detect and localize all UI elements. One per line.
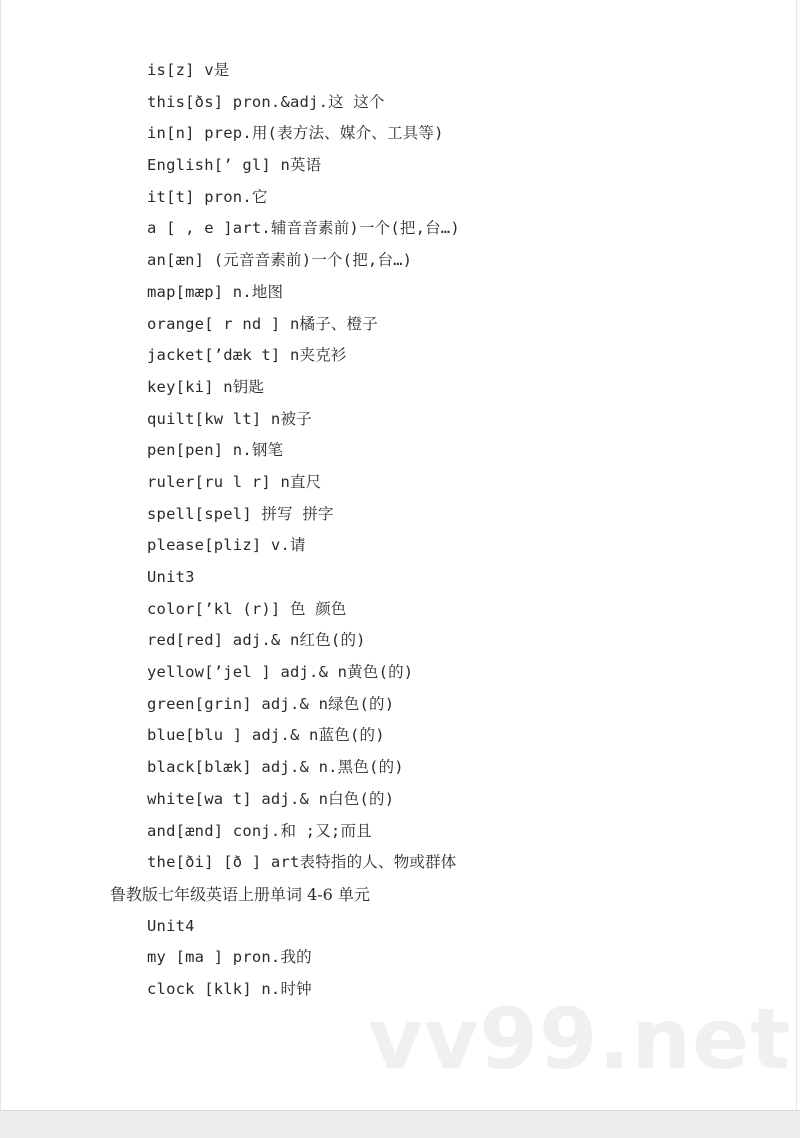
vocab-line: in[n] prep.用(表方法、媒介、工具等) (147, 124, 444, 143)
vocab-line: black[blæk] adj.& n.黑色(的) (147, 758, 404, 777)
vocab-line: an[æn] (元音音素前)一个(把,台…) (147, 251, 413, 270)
vocab-line: is[z] v是 (147, 61, 230, 79)
vocab-line: quilt[kw lt] n被子 (147, 409, 312, 428)
unit-label: Unit3 (147, 568, 195, 586)
vocab-line: pen[pen] n.钢笔 (147, 441, 284, 460)
vocab-line: map[mæp] n.地图 (147, 282, 284, 301)
vocab-line: my [ma ] pron.我的 (147, 948, 312, 967)
vocab-line: this[ðs] pron.&adj.这 这个 (147, 92, 385, 111)
vocab-line: green[grin] adj.& n绿色(的) (147, 694, 395, 713)
vocab-line: jacket[’dæk t] n夹克衫 (147, 346, 347, 365)
vocab-line: color[’kl (r)] 色 颜色 (147, 599, 347, 618)
unit-label: Unit4 (147, 916, 195, 935)
vocab-line: please[pliz] v.请 (147, 536, 306, 555)
vocab-line: orange[ r nd ] n橘子、橙子 (147, 314, 379, 333)
vocab-line: yellow[’jel ] adj.& n黄色(的) (147, 663, 414, 682)
vocab-line: the[ði] [ð ] art表特指的人、物或群体 (147, 853, 457, 872)
vocab-line: blue[blu ] adj.& n蓝色(的) (147, 726, 385, 745)
vocab-line: key[ki] n钥匙 (147, 377, 265, 396)
viewer-bottom-bar (0, 1110, 800, 1138)
vocab-line: clock [klk] n.时钟 (147, 979, 312, 998)
vocab-line: ruler[ru l r] n直尺 (147, 472, 322, 491)
vocab-line: red[red] adj.& n红色(的) (147, 631, 366, 650)
document-body (0, 55, 800, 1006)
vocab-line: it[t] pron.它 (147, 187, 268, 206)
vocab-line: and[ænd] conj.和 ;又;而且 (147, 821, 372, 840)
vocab-line: white[wa t] adj.& n白色(的) (147, 789, 395, 808)
vocab-line: spell[spel] 拼写 拼字 (147, 504, 334, 523)
watermark-text: vv99.net (368, 990, 792, 1088)
vocab-line: English[’ gl] n英语 (147, 156, 322, 175)
vocab-line: a [ , e ]art.辅音音素前)一个(把,台…) (147, 219, 460, 238)
section-heading: 鲁教版七年级英语上册单词 4-6 单元 (110, 884, 370, 904)
